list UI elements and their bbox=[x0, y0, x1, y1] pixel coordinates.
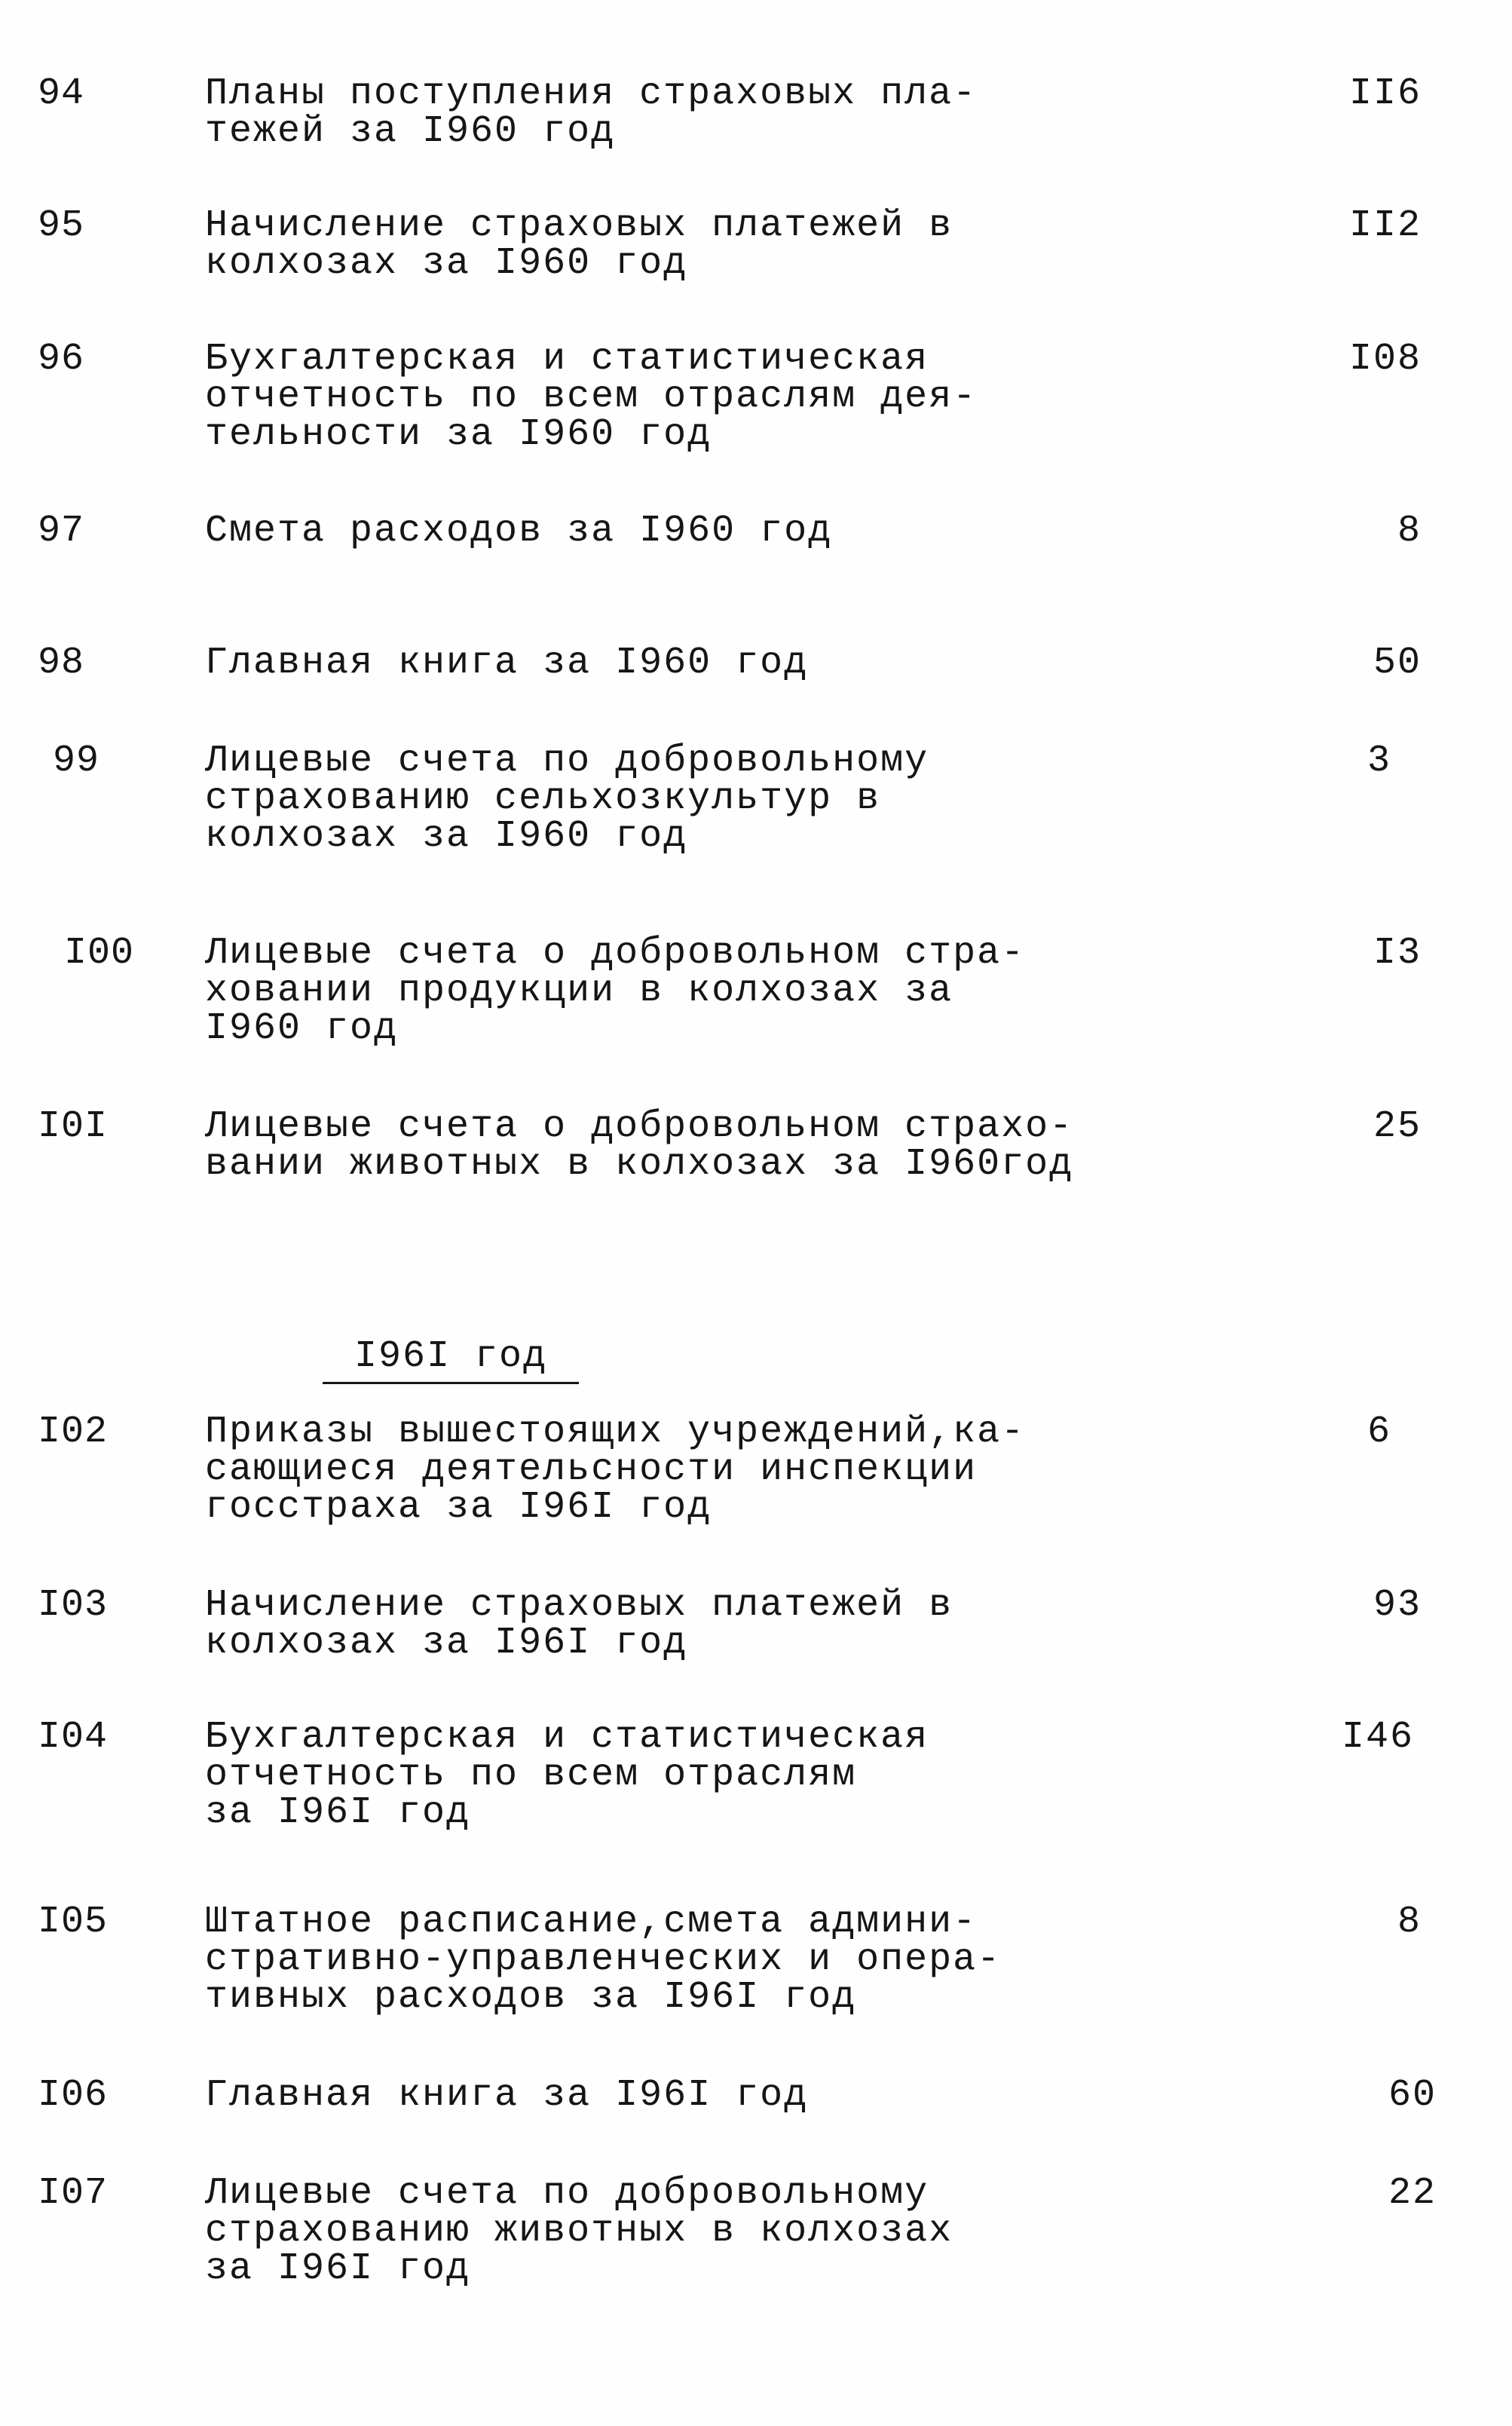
entry-title: Лицевые счета по добровольному страхованию животных в колхозах за I96I год bbox=[205, 2172, 953, 2290]
entry-number: 99 bbox=[53, 740, 100, 783]
entry-sheet-count: I3 bbox=[1373, 932, 1422, 975]
entry-title: Планы поступления страховых пла- тежей за I960 год bbox=[205, 72, 978, 153]
entry-number: I04 bbox=[38, 1716, 109, 1759]
entry-number: 95 bbox=[38, 204, 85, 247]
entry-number: I07 bbox=[38, 2172, 109, 2215]
entry-sheet-count: 93 bbox=[1373, 1584, 1422, 1627]
entry-title: Лицевые счета по добровольному страхованию сельхозкультур в колхозах за I960 год bbox=[205, 740, 929, 858]
entry-number: 96 bbox=[38, 338, 85, 381]
entry-title: Главная книга за I96I год bbox=[205, 2074, 809, 2117]
entry-number: I00 bbox=[64, 932, 135, 975]
entry-number: I02 bbox=[38, 1411, 109, 1453]
entry-number: I06 bbox=[38, 2074, 109, 2117]
entry-sheet-count: 22 bbox=[1388, 2172, 1437, 2215]
entry-title: Лицевые счета о добровольном страхо- вании животных в колхозах за I960год bbox=[205, 1105, 1074, 1186]
entry-title: Начисление страховых платежей в колхозах за I96I год bbox=[205, 1584, 953, 1665]
entry-sheet-count: 3 bbox=[1367, 740, 1391, 783]
entry-sheet-count: 6 bbox=[1367, 1411, 1391, 1453]
entry-sheet-count: 8 bbox=[1397, 510, 1422, 553]
entry-number: 97 bbox=[38, 510, 85, 553]
entry-title: Начисление страховых платежей в колхозах за I960 год bbox=[205, 204, 953, 285]
entry-sheet-count: I46 bbox=[1341, 1716, 1414, 1759]
entry-sheet-count: 25 bbox=[1373, 1105, 1422, 1148]
entry-title: Смета расходов за I960 год bbox=[205, 510, 833, 553]
entry-sheet-count: I08 bbox=[1348, 338, 1422, 381]
section-heading: I96I год bbox=[323, 1338, 579, 1384]
entry-title: Бухгалтерская и статистическая отчетность по всем отраслям дея- тельности за I960 год bbox=[205, 338, 978, 456]
entry-title: Штатное расписание,смета админи- стративно-управленческих и опера- тивных расходов за I96I год bbox=[205, 1901, 1002, 2019]
entry-number: I05 bbox=[38, 1901, 109, 1944]
entry-sheet-count: 50 bbox=[1373, 642, 1422, 685]
entry-sheet-count: 60 bbox=[1388, 2074, 1437, 2117]
entry-number: 98 bbox=[38, 642, 85, 685]
entry-number: 94 bbox=[38, 72, 85, 115]
entry-title: Лицевые счета о добровольном стра- ховании продукции в колхозах за I960 год bbox=[205, 932, 1026, 1050]
entry-title: Бухгалтерская и статистическая отчетность по всем отраслям за I96I год bbox=[205, 1716, 929, 1834]
entry-number: I03 bbox=[38, 1584, 109, 1627]
entry-sheet-count: II6 bbox=[1348, 72, 1422, 115]
entry-sheet-count: II2 bbox=[1348, 204, 1422, 247]
entry-title: Приказы вышестоящих учреждений,ка- сающиеся деятельсности инспекции госстраха за I96I год bbox=[205, 1411, 1026, 1529]
entry-title: Главная книга за I960 год bbox=[205, 642, 809, 685]
entry-number: I0I bbox=[38, 1105, 109, 1148]
entry-sheet-count: 8 bbox=[1397, 1901, 1422, 1944]
